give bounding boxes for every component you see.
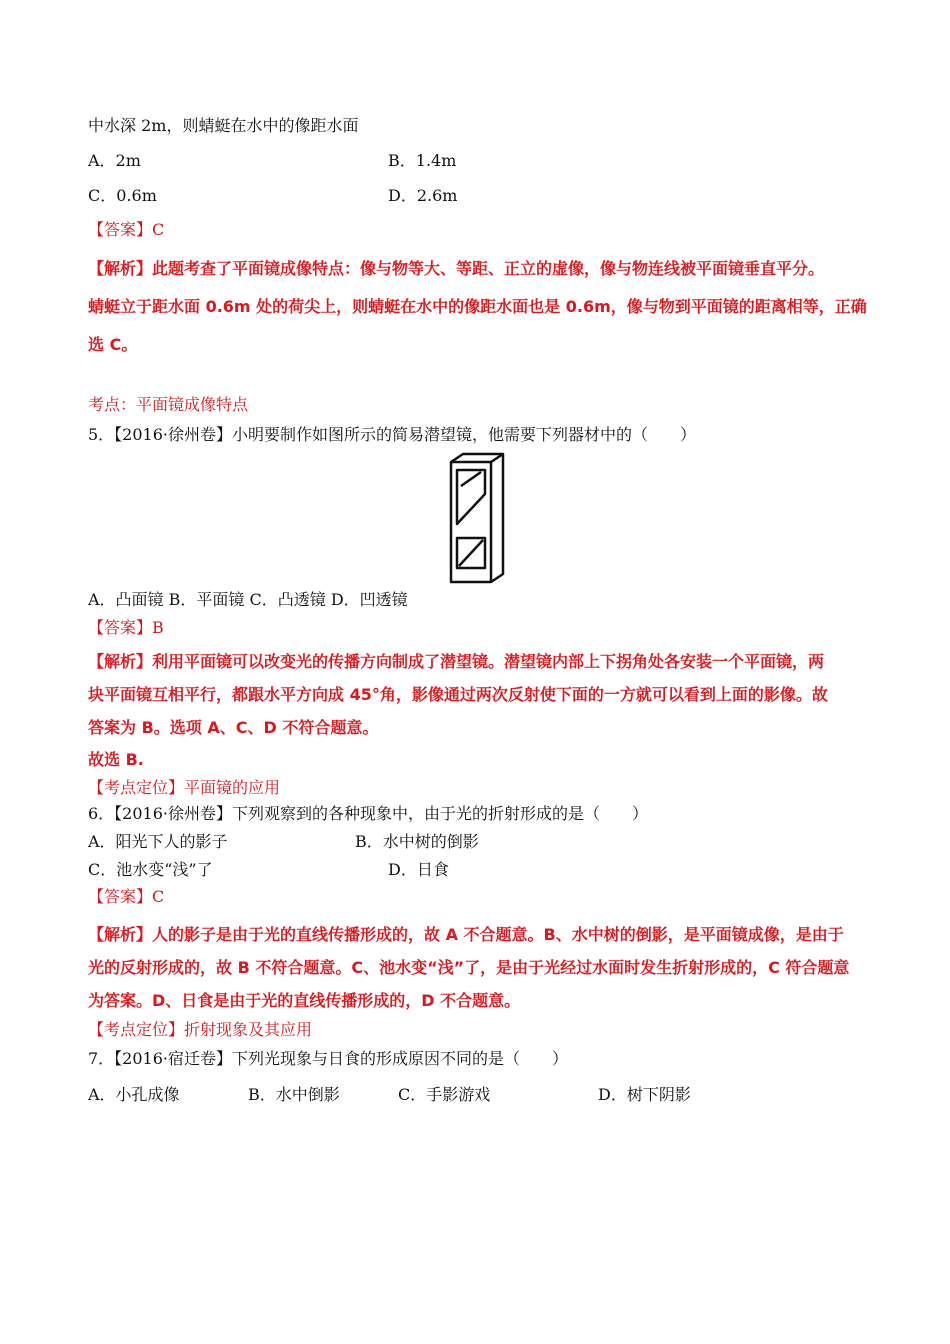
q5-analysis-line: 【解析】利用平面镜可以改变光的传播方向制成了潜望镜。潜望镜内部上下拐角处各安装一个平面镜，两 bbox=[88, 652, 825, 671]
q4-option-c: C．0.6m bbox=[88, 186, 157, 205]
q7-option-a: A．小孔成像 bbox=[88, 1085, 180, 1104]
q5-answer: 【答案】B bbox=[88, 618, 164, 637]
q5-knowledge-point: 【考点定位】平面镜的应用 bbox=[88, 778, 281, 797]
q4-option-d: D．2.6m bbox=[388, 186, 458, 205]
q6-answer: 【答案】C bbox=[88, 887, 165, 906]
q4-answer: 【答案】C bbox=[88, 220, 165, 239]
q4-analysis-line: 蜻蜓立于距水面 0.6m 处的荷尖上，则蜻蜓在水中的像距水面也是 0.6m，像与物到平面镜的距离相等，正确 bbox=[88, 297, 867, 316]
q6-option-d: D．日食 bbox=[388, 860, 449, 879]
q7-stem: 7．【2016·宿迁卷】下列光现象与日食的形成原因不同的是（ ） bbox=[88, 1049, 568, 1068]
q6-analysis-line: 为答案。D、日食是由于光的直线传播形成的，D 不合题意。 bbox=[88, 991, 521, 1010]
q5-analysis-line: 块平面镜互相平行，都跟水平方向成 45°角，影像通过两次反射使下面的一方就可以看到上面的影像。故 bbox=[88, 685, 828, 704]
q5-options: A．凸面镜 B．平面镜 C．凸透镜 D．凹透镜 bbox=[88, 590, 408, 609]
q4-option-b: B．1.4m bbox=[388, 151, 457, 170]
q6-knowledge-point: 【考点定位】折射现象及其应用 bbox=[88, 1020, 313, 1039]
q6-option-a: A．阳光下人的影子 bbox=[88, 832, 228, 851]
q4-analysis-line: 【解析】此题考查了平面镜成像特点：像与物等大、等距、正立的虚像，像与物连线被平面镜垂直平分。 bbox=[88, 259, 825, 278]
q4-knowledge-point: 考点：平面镜成像特点 bbox=[88, 395, 249, 414]
q5-analysis-line: 答案为 B。选项 A、C、D 不符合题意。 bbox=[88, 718, 379, 737]
q6-analysis-line: 【解析】人的影子是由于光的直线传播形成的，故 A 不合题意。B、水中树的倒影，是平面镜成像，是由于 bbox=[88, 925, 844, 944]
q7-option-d: D．树下阴影 bbox=[598, 1085, 691, 1104]
q7-option-c: C．手影游戏 bbox=[398, 1085, 491, 1104]
periscope-figure bbox=[443, 450, 507, 584]
q6-option-c: C．池水变“浅”了 bbox=[88, 860, 213, 879]
q5-analysis-line: 故选 B. bbox=[88, 750, 144, 769]
q7-option-b: B．水中倒影 bbox=[248, 1085, 340, 1104]
q4-stem-tail: 中水深 2m，则蜻蜓在水中的像距水面 bbox=[88, 116, 359, 135]
q4-analysis-line: 选 C。 bbox=[88, 335, 138, 354]
q6-analysis-line: 光的反射形成的，故 B 不符合题意。C、池水变“浅”了，是由于光经过水面时发生折射形成的，C 符合题意 bbox=[88, 958, 850, 977]
q4-option-a: A．2m bbox=[88, 151, 141, 170]
q5-stem: 5．【2016·徐州卷】小明要制作如图所示的简易潜望镜，他需要下列器材中的（ ） bbox=[88, 425, 696, 444]
q6-stem: 6．【2016·徐州卷】下列观察到的各种现象中，由于光的折射形成的是（ ） bbox=[88, 804, 648, 823]
q6-option-b: B．水中树的倒影 bbox=[355, 832, 479, 851]
